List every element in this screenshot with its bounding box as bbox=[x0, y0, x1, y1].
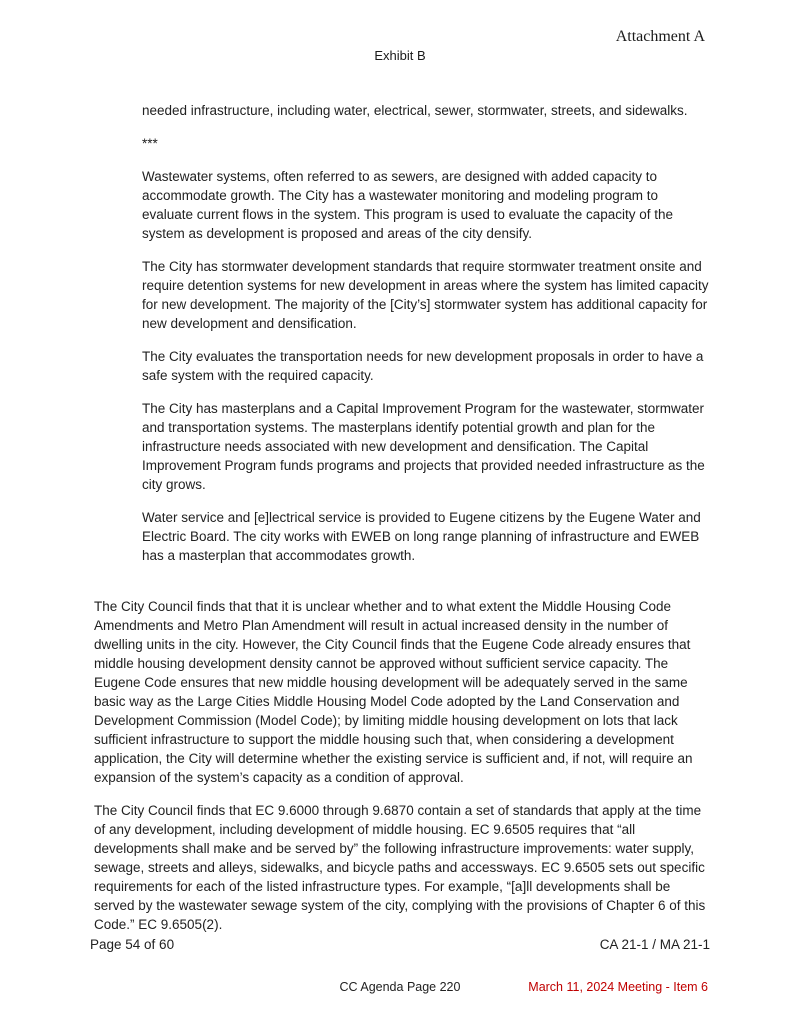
attachment-label: Attachment A bbox=[615, 28, 705, 45]
body-paragraph: The City Council finds that that it is unclear whether and to what extent the Middle Housing Code Amendments and Metro Plan Amendment will result in actual increased density in the number of dwelling units in the city. However, the City Council finds that the Eugene Code already ensures that middle housing development density cannot be approved without sufficient service capacity. The Eugene Code ensures that new middle housing development will be adequately served in the same basic way as the Large Cities Middle Housing Model Code adopted by the Land Conservation and Development Commission (Model Code); by limiting middle housing development on lots that lack sufficient infrastructure to support the middle housing such that, when considering a development application, the City will determine whether the existing service is sufficient and, if not, will require an expansion of the system’s capacity as a condition of approval. bbox=[94, 599, 693, 785]
section-break-asterisks: *** bbox=[142, 136, 158, 151]
body-block bbox=[94, 597, 710, 934]
page-number-label: Page 54 of 60 bbox=[90, 937, 175, 952]
quoted-paragraph: The City has masterplans and a Capital Improvement Program for the wastewater, stormwater and transportation systems. The masterplans identify potential growth and plan for the infrastructure needs associated with new development and densification. The Capital Improvement Program funds programs and projects that provided needed infrastructure as the city grows. bbox=[142, 401, 705, 492]
body-paragraph: The City Council finds that EC 9.6000 through 9.6870 contain a set of standards that apply at the time of any development, including development of middle housing. EC 9.6505 requires that “all developments shall make and be served by” the following infrastructure improvements: water supply, sewage, streets and alleys, sidewalks, and bicycle paths and accessways. EC 9.6505 sets out specific requirements for each of the listed infrastructure types. For example, “[a]ll developments shall be served by the wastewater sewage system of the city, complying with the provisions of Chapter 6 of this Code.” EC 9.6505(2). bbox=[94, 803, 706, 932]
quoted-paragraph: Water service and [e]lectrical service is provided to Eugene citizens by the Eugene Water and Electric Board. The city works with EWEB on long range planning of infrastructure and EWEB has a masterplan that accommodates growth. bbox=[142, 510, 701, 563]
agenda-page-label: CC Agenda Page 220 bbox=[339, 980, 461, 994]
document-content bbox=[94, 0, 710, 948]
quoted-paragraph: Wastewater systems, often referred to as sewers, are designed with added capacity to accommodate growth. The City has a wastewater monitoring and modeling program to evaluate current flows in the system. This program is used to evaluate the capacity of the system as development is proposed and areas of the city densify. bbox=[142, 169, 674, 241]
meeting-item-label: March 11, 2024 Meeting - Item 6 bbox=[528, 980, 708, 994]
quoted-block bbox=[142, 101, 710, 565]
quoted-paragraph: The City evaluates the transportation needs for new development proposals in order to have a safe system with the required capacity. bbox=[142, 349, 704, 383]
case-number-label: CA 21-1 / MA 21-1 bbox=[599, 937, 710, 952]
exhibit-label: Exhibit B bbox=[374, 48, 426, 63]
quoted-paragraph: The City has stormwater development standards that require stormwater treatment onsite and require detention systems for new development in areas where the system has limited capacity for new development. The majority of the [City’s] stormwater system has additional capacity for new development and densification. bbox=[142, 259, 709, 331]
quoted-paragraph: needed infrastructure, including water, electrical, sewer, stormwater, streets, and sidewalks. bbox=[142, 103, 688, 118]
page-footer bbox=[90, 937, 710, 952]
agenda-footer bbox=[0, 980, 800, 994]
